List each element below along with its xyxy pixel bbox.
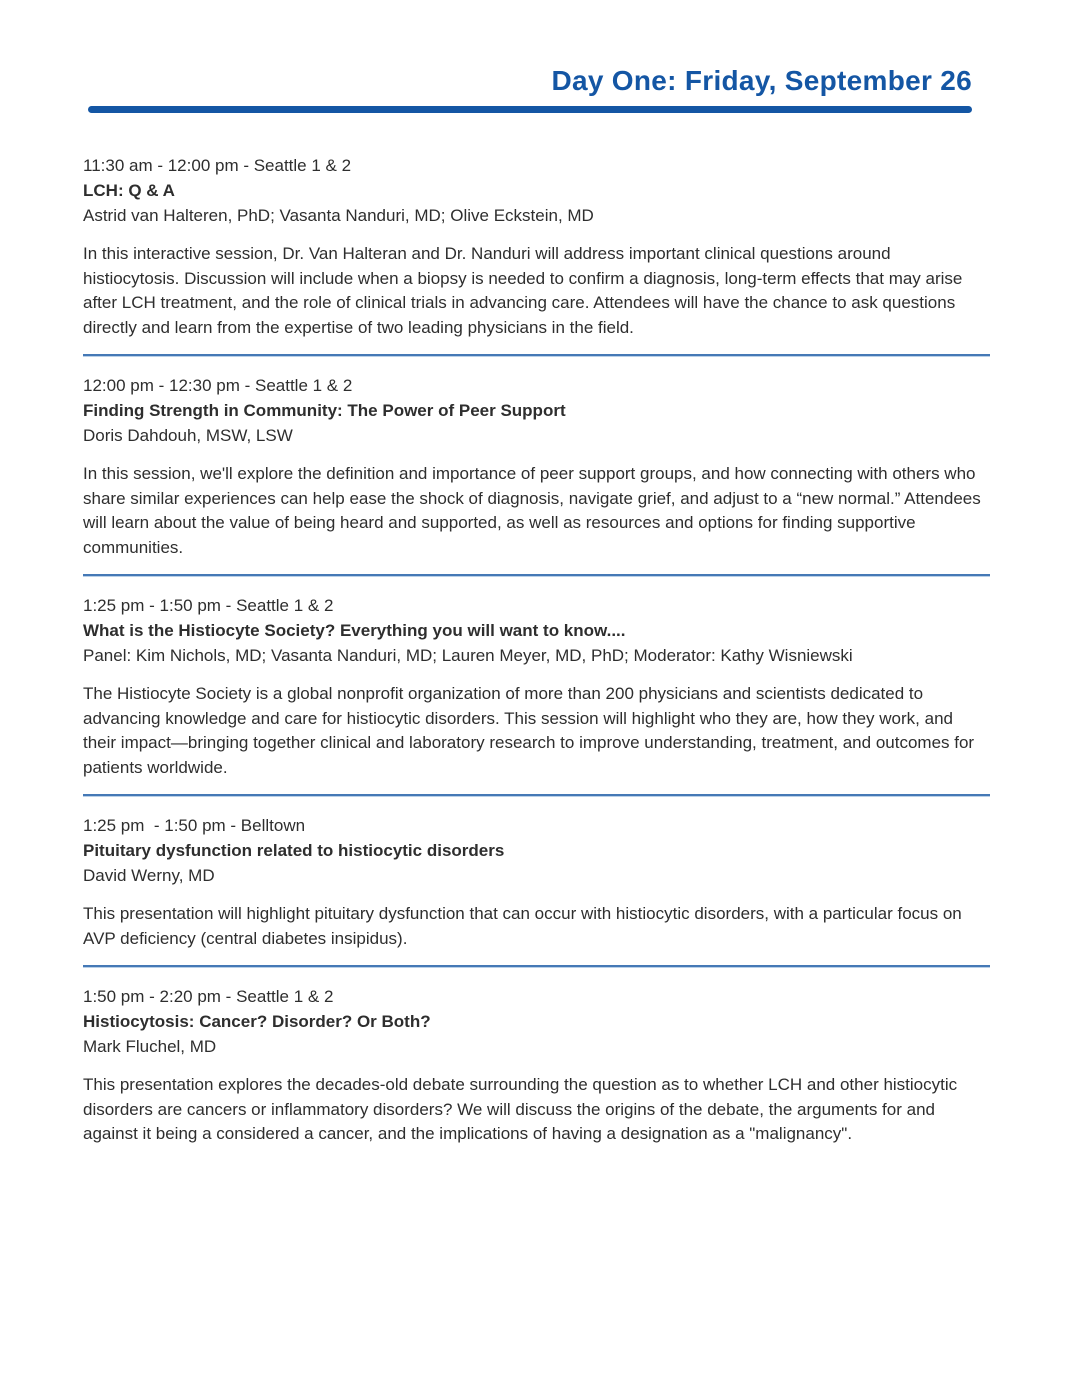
session-speakers: Mark Fluchel, MD <box>83 1037 217 1056</box>
session-speakers: Doris Dahdouh, MSW, LSW <box>83 426 293 445</box>
session-description: This presentation will highlight pituitary dysfunction that can occur with histiocytic disorders, with a particular focus on AVP deficiency (central diabetes insipidus). <box>83 904 962 948</box>
session-title: Pituitary dysfunction related to histiocytic disorders <box>83 841 505 860</box>
session-block <box>83 593 990 796</box>
session-block <box>83 153 990 356</box>
session-divider <box>83 965 990 967</box>
session-speakers: Panel: Kim Nichols, MD; Vasanta Nanduri, MD; Lauren Meyer, MD, PhD; Moderator: Kathy Wisniewski <box>83 646 853 665</box>
page-title: Day One: Friday, September 26 <box>551 65 972 96</box>
session-title: What is the Histiocyte Society? Everything you will want to know.... <box>83 621 626 640</box>
session-description: This presentation explores the decades-old debate surrounding the question as to whether LCH and other histiocytic disorders are cancers or inflammatory disorders? We will discuss the origins of the debate, the arguments for and against it being a considered a cancer, and the implications of having a designation as a "malignancy". <box>83 1075 958 1143</box>
session-list <box>83 153 990 1147</box>
session-time: 1:25 pm - 1:50 pm - Belltown <box>83 816 306 835</box>
session-block <box>83 373 990 576</box>
session-block <box>83 984 990 1147</box>
session-title: Histiocytosis: Cancer? Disorder? Or Both? <box>83 1012 431 1031</box>
session-speakers: David Werny, MD <box>83 866 215 885</box>
header-rule <box>88 106 972 113</box>
page-header <box>88 64 972 113</box>
session-description: The Histiocyte Society is a global nonprofit organization of more than 200 physicians and scientists dedicated to advancing knowledge and care for histiocytic disorders. This session will highlight who they are, how they work, and their impact—bringing together clinical and laboratory research to improve understanding, treatment, and outcomes for patients worldwide. <box>83 684 975 777</box>
session-title: LCH: Q & A <box>83 181 175 200</box>
agenda-page <box>0 64 1082 1400</box>
session-time: 1:50 pm - 2:20 pm - Seattle 1 & 2 <box>83 987 334 1006</box>
session-block <box>83 813 990 967</box>
session-description: In this session, we'll explore the definition and importance of peer support groups, and how connecting with others who share similar experiences can help ease the shock of diagnosis, navigate grief, and adjust to a “new normal.” Attendees will learn about the value of being heard and supported, as well as resources and options for finding supportive communities. <box>83 464 981 557</box>
session-divider <box>83 574 990 576</box>
session-divider <box>83 354 990 356</box>
session-title: Finding Strength in Community: The Power of Peer Support <box>83 401 566 420</box>
session-description: In this interactive session, Dr. Van Halteran and Dr. Nanduri will address important clinical questions around histiocytosis. Discussion will include when a biopsy is needed to confirm a diagnosis, long-term effects that may arise after LCH treatment, and the role of clinical trials in advancing care. Attendees will have the chance to ask questions directly and learn from the expertise of two leading physicians in the field. <box>83 244 963 337</box>
session-time: 1:25 pm - 1:50 pm - Seattle 1 & 2 <box>83 596 334 615</box>
session-time: 12:00 pm - 12:30 pm - Seattle 1 & 2 <box>83 376 353 395</box>
session-time: 11:30 am - 12:00 pm - Seattle 1 & 2 <box>83 156 352 175</box>
session-speakers: Astrid van Halteren, PhD; Vasanta Nanduri, MD; Olive Eckstein, MD <box>83 206 594 225</box>
session-divider <box>83 794 990 796</box>
